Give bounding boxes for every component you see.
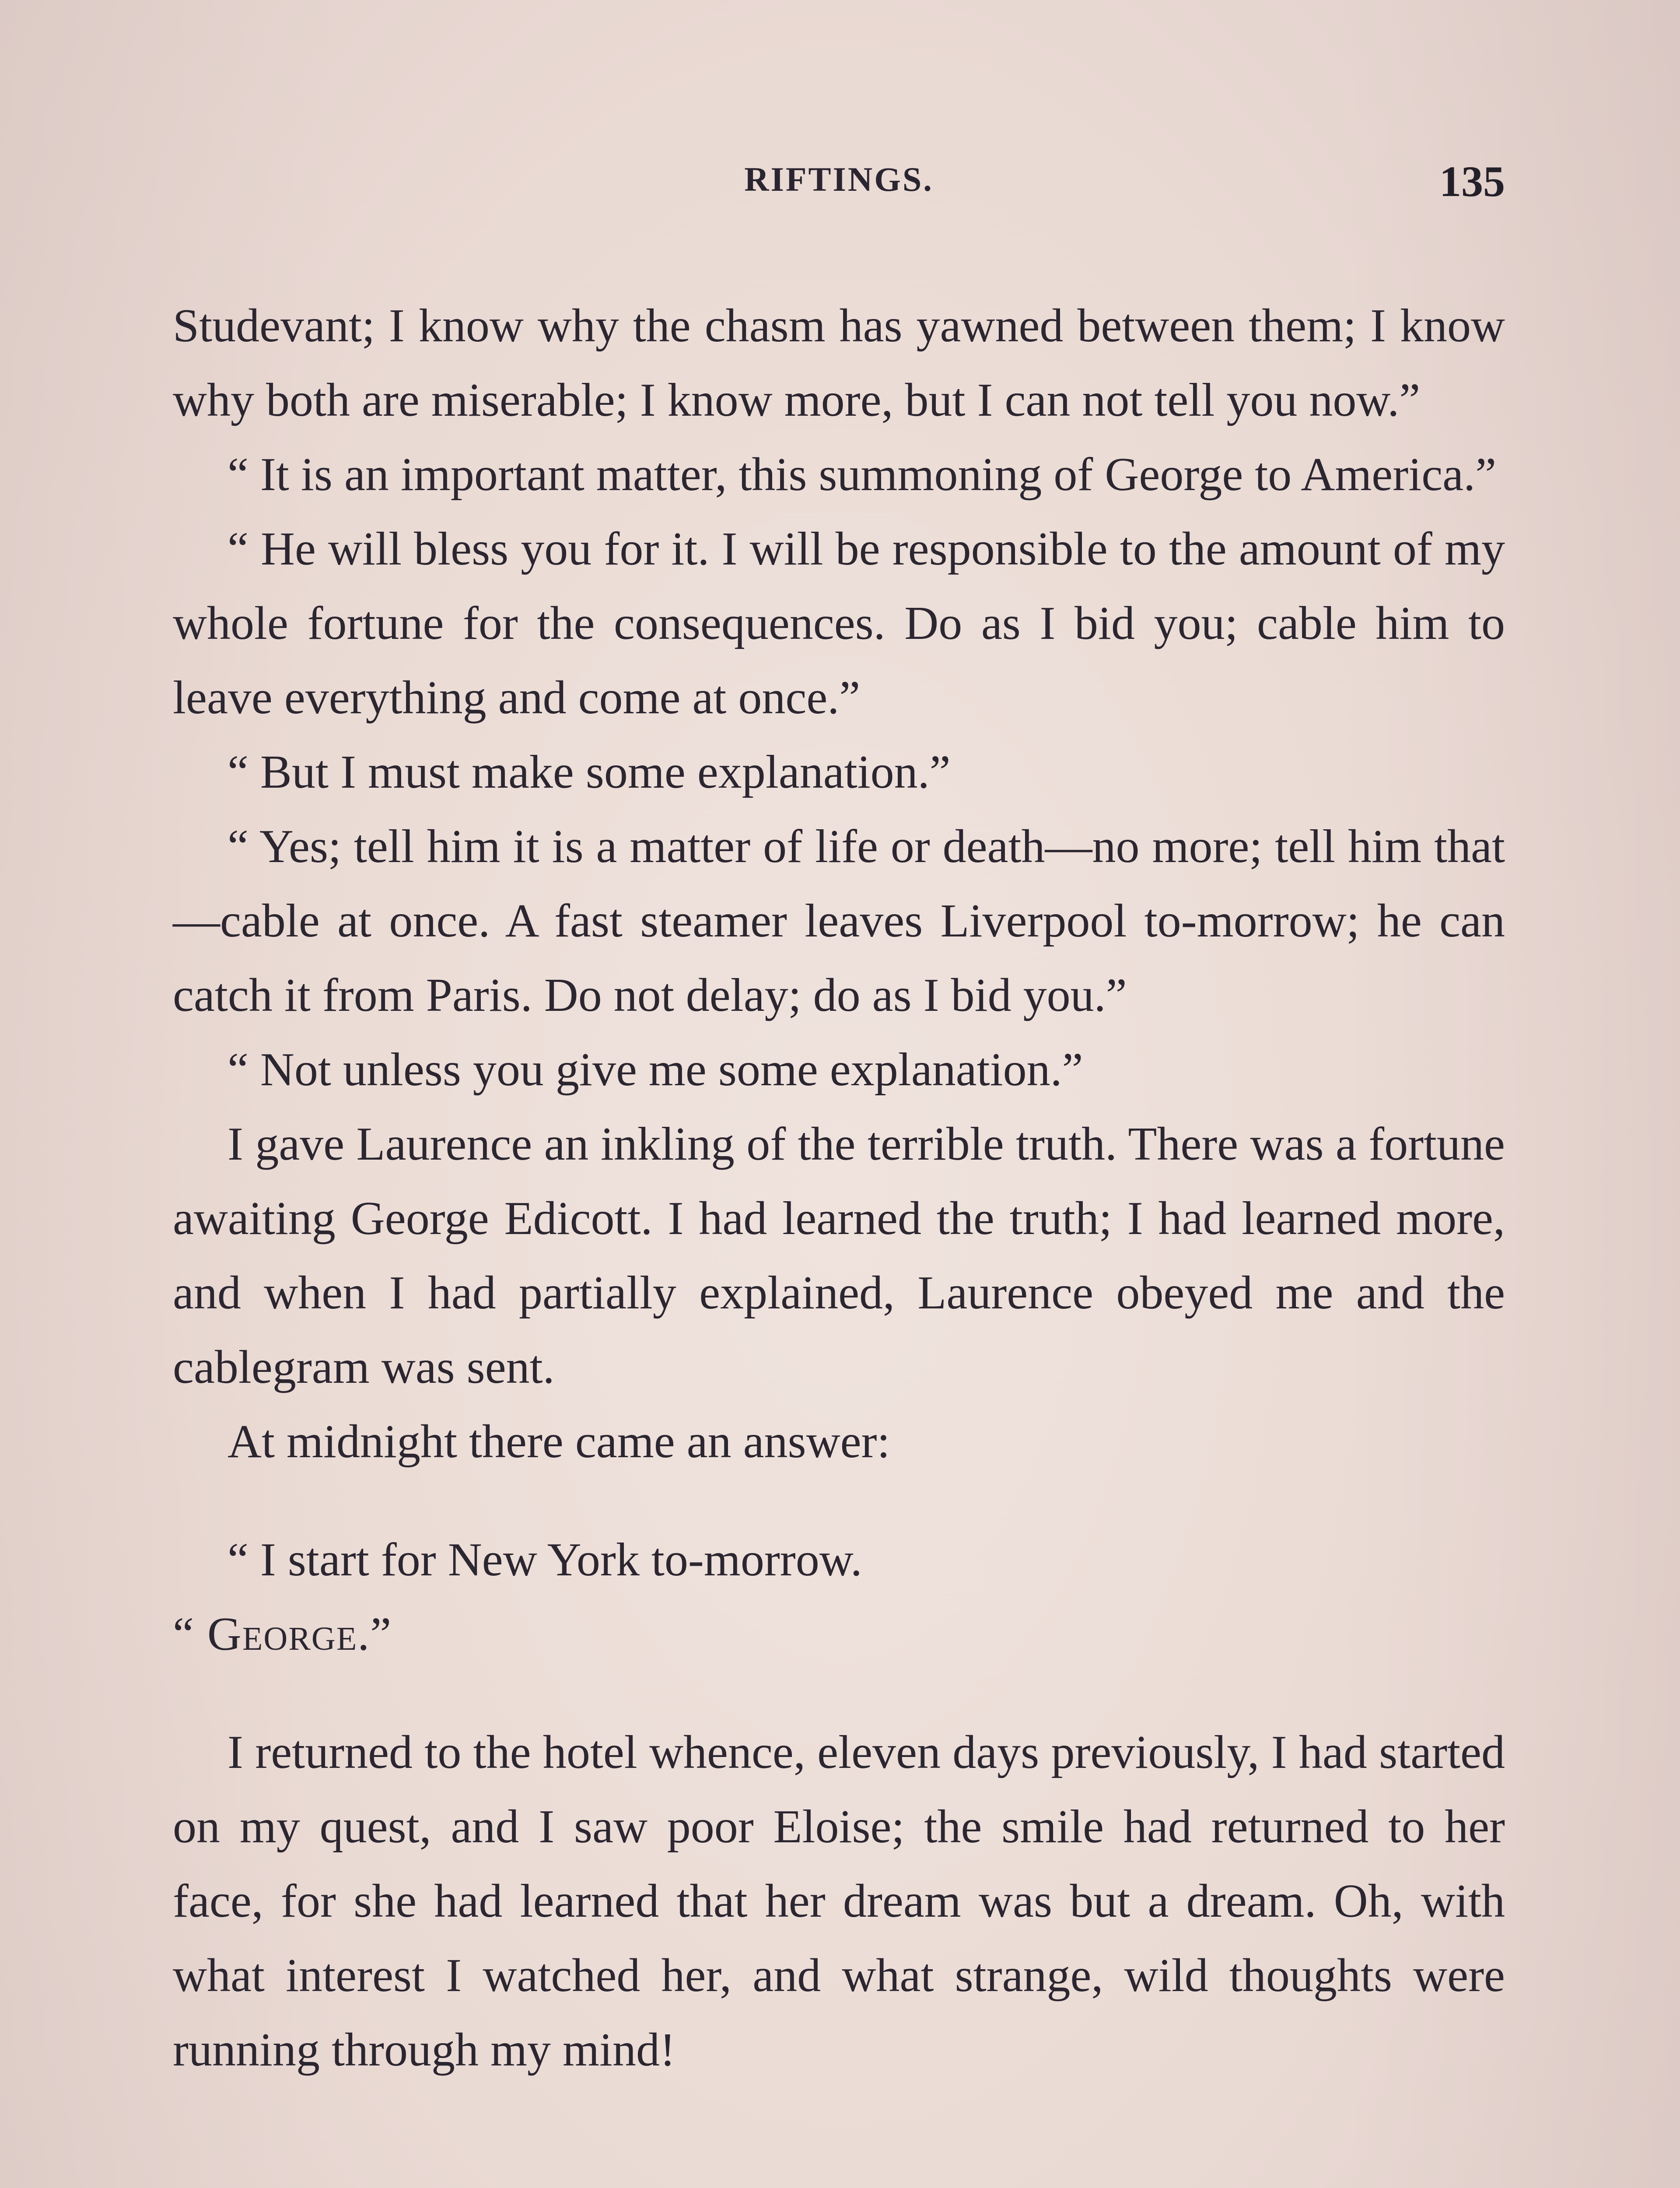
page-number: 135 (1439, 157, 1505, 206)
paragraph: “ It is an important matter, this summoning of George to America.” (228, 449, 1497, 501)
paragraph: “ But I must make some explanation.” (228, 746, 951, 798)
running-head: RIFTINGS. (744, 160, 934, 198)
paragraph-continued: Studevant; I know why the chasm has yawned between them; I know why both are miserable; I know more, but I can not tell you now.” (173, 300, 1505, 426)
page-body (173, 289, 1505, 2087)
paragraph: I gave Laurence an inkling of the terrible truth. There was a fortune awaiting George Edicott. I had learned the truth; I had learned more, and when I had partially explained, Laurence obeyed me and the cablegram was sent. (173, 1118, 1505, 1393)
paragraph: “ Not unless you give me some explanation.” (228, 1044, 1083, 1096)
paragraph: At midnight there came an answer: (228, 1416, 890, 1468)
page-header (173, 157, 1505, 212)
paragraph: “ He will bless you for it. I will be responsible to the amount of my whole fortune for the consequences. Do as I bid you; cable him to leave everything and come at once.” (173, 523, 1505, 724)
paragraph: “ Yes; tell him it is a matter of life or death—no more; tell him that—cable at once. A fast steamer leaves Liverpool to-morrow; he can catch it from Paris. Do not delay; do as I bid you.” (173, 820, 1505, 1021)
cablegram-signature: “ George.” (173, 1608, 392, 1660)
cablegram-message: “ I start for New York to-morrow. (228, 1534, 862, 1586)
paragraph: I returned to the hotel whence, eleven days previously, I had started on my quest, and I saw poor Eloise; the smile had returned to her face, for she had learned that her dream was but a dream. Oh, with what interest I watched her, and what strange, wild thoughts were running through my mind! (173, 1726, 1505, 2076)
